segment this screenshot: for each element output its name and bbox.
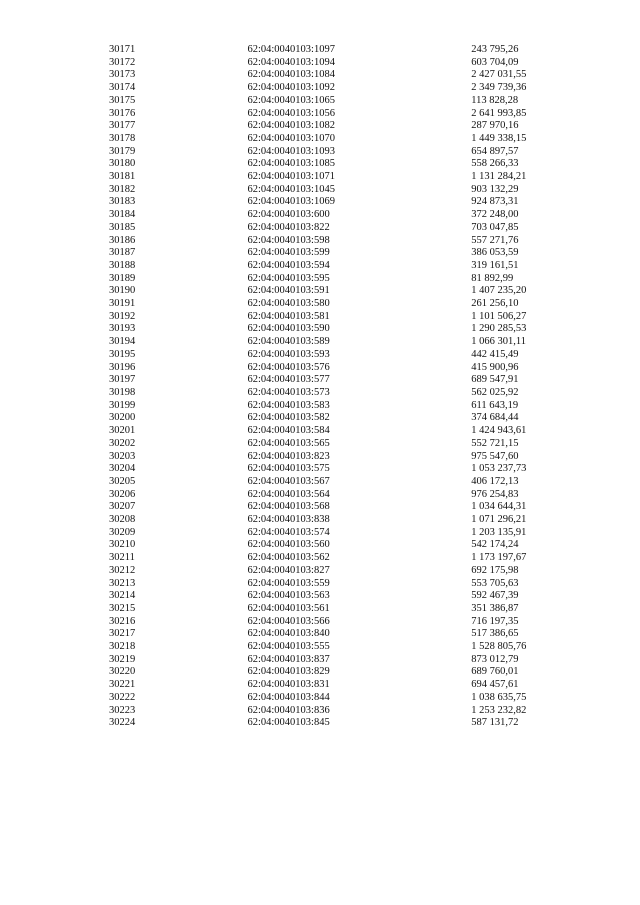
cadastral-value-cell: 1 407 235,20 xyxy=(471,285,527,297)
cadastral-value-cell: 442 415,49 xyxy=(471,348,519,360)
row-number-cell: 30207 xyxy=(109,501,136,513)
table-row xyxy=(0,666,640,679)
row-number-cell: 30224 xyxy=(109,717,136,729)
table-row xyxy=(0,692,640,705)
cadastral-value-cell: 1 034 644,31 xyxy=(471,501,527,513)
cadastral-value-cell: 351 386,87 xyxy=(471,602,519,614)
cadastral-value-cell: 517 386,65 xyxy=(471,628,519,640)
row-number-cell: 30181 xyxy=(109,171,136,183)
row-number-cell: 30174 xyxy=(109,82,136,94)
cadastral-value-cell: 694 457,61 xyxy=(471,679,519,691)
table-row xyxy=(0,69,640,82)
row-number-cell: 30189 xyxy=(109,272,136,284)
table-row xyxy=(0,476,640,489)
table-row xyxy=(0,108,640,121)
cadastral-value-cell: 553 705,63 xyxy=(471,577,519,589)
cadastral-number-cell: 62:04:0040103:575 xyxy=(247,463,330,475)
row-number-cell: 30202 xyxy=(109,437,136,449)
cadastral-value-table xyxy=(0,44,640,730)
cadastral-number-cell: 62:04:0040103:584 xyxy=(247,425,330,437)
table-row xyxy=(0,57,640,70)
row-number-cell: 30215 xyxy=(109,602,136,614)
cadastral-value-cell: 1 253 232,82 xyxy=(471,704,527,716)
cadastral-number-cell: 62:04:0040103:560 xyxy=(247,539,330,551)
cadastral-number-cell: 62:04:0040103:1071 xyxy=(247,171,335,183)
table-row xyxy=(0,235,640,248)
cadastral-number-cell: 62:04:0040103:559 xyxy=(247,577,330,589)
row-number-cell: 30213 xyxy=(109,577,136,589)
cadastral-number-cell: 62:04:0040103:595 xyxy=(247,272,330,284)
cadastral-number-cell: 62:04:0040103:593 xyxy=(247,348,330,360)
cadastral-value-cell: 592 467,39 xyxy=(471,590,519,602)
table-row xyxy=(0,247,640,260)
table-row xyxy=(0,705,640,718)
cadastral-number-cell: 62:04:0040103:823 xyxy=(247,450,330,462)
row-number-cell: 30185 xyxy=(109,221,136,233)
row-number-cell: 30198 xyxy=(109,386,136,398)
row-number-cell: 30219 xyxy=(109,653,136,665)
table-row xyxy=(0,146,640,159)
cadastral-value-cell: 386 053,59 xyxy=(471,247,519,259)
cadastral-number-cell: 62:04:0040103:573 xyxy=(247,386,330,398)
table-row xyxy=(0,628,640,641)
row-number-cell: 30221 xyxy=(109,679,136,691)
cadastral-value-cell: 654 897,57 xyxy=(471,145,519,157)
cadastral-number-cell: 62:04:0040103:582 xyxy=(247,412,330,424)
table-row xyxy=(0,489,640,502)
cadastral-number-cell: 62:04:0040103:1085 xyxy=(247,158,335,170)
table-row xyxy=(0,184,640,197)
cadastral-value-cell: 552 721,15 xyxy=(471,437,519,449)
row-number-cell: 30196 xyxy=(109,361,136,373)
table-row xyxy=(0,501,640,514)
cadastral-number-cell: 62:04:0040103:594 xyxy=(247,259,330,271)
row-number-cell: 30176 xyxy=(109,107,136,119)
cadastral-number-cell: 62:04:0040103:1070 xyxy=(247,132,335,144)
table-row xyxy=(0,539,640,552)
table-row xyxy=(0,400,640,413)
table-row xyxy=(0,82,640,95)
cadastral-value-cell: 542 174,24 xyxy=(471,539,519,551)
cadastral-value-cell: 243 795,26 xyxy=(471,44,519,55)
row-number-cell: 30179 xyxy=(109,145,136,157)
row-number-cell: 30175 xyxy=(109,94,136,106)
cadastral-number-cell: 62:04:0040103:577 xyxy=(247,374,330,386)
row-number-cell: 30216 xyxy=(109,615,136,627)
table-row xyxy=(0,133,640,146)
cadastral-number-cell: 62:04:0040103:838 xyxy=(247,514,330,526)
cadastral-value-cell: 319 161,51 xyxy=(471,259,519,271)
cadastral-value-cell: 903 132,29 xyxy=(471,183,519,195)
cadastral-value-cell: 1 424 943,61 xyxy=(471,425,527,437)
table-row xyxy=(0,603,640,616)
cadastral-value-cell: 1 101 506,27 xyxy=(471,310,527,322)
cadastral-number-cell: 62:04:0040103:591 xyxy=(247,285,330,297)
cadastral-number-cell: 62:04:0040103:566 xyxy=(247,615,330,627)
table-row xyxy=(0,273,640,286)
cadastral-number-cell: 62:04:0040103:576 xyxy=(247,361,330,373)
table-row xyxy=(0,285,640,298)
table-row xyxy=(0,387,640,400)
cadastral-value-cell: 372 248,00 xyxy=(471,209,519,221)
cadastral-number-cell: 62:04:0040103:561 xyxy=(247,602,330,614)
row-number-cell: 30173 xyxy=(109,69,136,81)
cadastral-number-cell: 62:04:0040103:600 xyxy=(247,209,330,221)
cadastral-number-cell: 62:04:0040103:565 xyxy=(247,437,330,449)
cadastral-value-cell: 81 892,99 xyxy=(471,272,514,284)
row-number-cell: 30178 xyxy=(109,132,136,144)
cadastral-value-cell: 924 873,31 xyxy=(471,196,519,208)
cadastral-value-cell: 562 025,92 xyxy=(471,386,519,398)
cadastral-number-cell: 62:04:0040103:1092 xyxy=(247,82,335,94)
row-number-cell: 30182 xyxy=(109,183,136,195)
cadastral-value-cell: 689 547,91 xyxy=(471,374,519,386)
table-row xyxy=(0,438,640,451)
table-row xyxy=(0,590,640,603)
cadastral-number-cell: 62:04:0040103:845 xyxy=(247,717,330,729)
table-row xyxy=(0,412,640,425)
cadastral-number-cell: 62:04:0040103:1093 xyxy=(247,145,335,157)
table-row xyxy=(0,374,640,387)
cadastral-number-cell: 62:04:0040103:827 xyxy=(247,564,330,576)
cadastral-value-cell: 2 641 993,85 xyxy=(471,107,527,119)
row-number-cell: 30187 xyxy=(109,247,136,259)
cadastral-value-cell: 1 071 296,21 xyxy=(471,514,527,526)
table-body xyxy=(0,44,640,730)
row-number-cell: 30197 xyxy=(109,374,136,386)
cadastral-value-cell: 557 271,76 xyxy=(471,234,519,246)
cadastral-value-cell: 1 528 805,76 xyxy=(471,641,527,653)
row-number-cell: 30188 xyxy=(109,259,136,271)
cadastral-number-cell: 62:04:0040103:1097 xyxy=(247,44,335,55)
cadastral-value-cell: 2 349 739,36 xyxy=(471,82,527,94)
row-number-cell: 30195 xyxy=(109,348,136,360)
row-number-cell: 30191 xyxy=(109,298,136,310)
table-row xyxy=(0,552,640,565)
table-row xyxy=(0,641,640,654)
row-number-cell: 30205 xyxy=(109,475,136,487)
row-number-cell: 30220 xyxy=(109,666,136,678)
table-row xyxy=(0,514,640,527)
row-number-cell: 30218 xyxy=(109,641,136,653)
cadastral-value-cell: 1 203 135,91 xyxy=(471,526,527,538)
table-row xyxy=(0,120,640,133)
cadastral-value-cell: 406 172,13 xyxy=(471,475,519,487)
cadastral-number-cell: 62:04:0040103:562 xyxy=(247,552,330,564)
cadastral-number-cell: 62:04:0040103:580 xyxy=(247,298,330,310)
cadastral-value-cell: 716 197,35 xyxy=(471,615,519,627)
cadastral-value-cell: 2 427 031,55 xyxy=(471,69,527,81)
row-number-cell: 30206 xyxy=(109,488,136,500)
cadastral-value-cell: 703 047,85 xyxy=(471,221,519,233)
row-number-cell: 30211 xyxy=(109,552,135,564)
cadastral-value-cell: 1 066 301,11 xyxy=(471,336,527,348)
cadastral-number-cell: 62:04:0040103:822 xyxy=(247,221,330,233)
row-number-cell: 30194 xyxy=(109,336,136,348)
cadastral-value-cell: 415 900,96 xyxy=(471,361,519,373)
cadastral-value-cell: 113 828,28 xyxy=(471,94,519,106)
row-number-cell: 30204 xyxy=(109,463,136,475)
cadastral-number-cell: 62:04:0040103:583 xyxy=(247,399,330,411)
cadastral-value-cell: 873 012,79 xyxy=(471,653,519,665)
cadastral-value-cell: 558 266,33 xyxy=(471,158,519,170)
cadastral-value-cell: 975 547,60 xyxy=(471,450,519,462)
cadastral-value-cell: 287 970,16 xyxy=(471,120,519,132)
cadastral-number-cell: 62:04:0040103:598 xyxy=(247,234,330,246)
row-number-cell: 30186 xyxy=(109,234,136,246)
cadastral-number-cell: 62:04:0040103:829 xyxy=(247,666,330,678)
table-row xyxy=(0,425,640,438)
table-row xyxy=(0,349,640,362)
cadastral-number-cell: 62:04:0040103:590 xyxy=(247,323,330,335)
row-number-cell: 30201 xyxy=(109,425,136,437)
row-number-cell: 30193 xyxy=(109,323,136,335)
cadastral-value-cell: 1 038 635,75 xyxy=(471,691,527,703)
table-row xyxy=(0,311,640,324)
cadastral-value-cell: 1 290 285,53 xyxy=(471,323,527,335)
table-row xyxy=(0,616,640,629)
cadastral-value-cell: 587 131,72 xyxy=(471,717,519,729)
row-number-cell: 30180 xyxy=(109,158,136,170)
table-row xyxy=(0,565,640,578)
table-row xyxy=(0,578,640,591)
table-row xyxy=(0,44,640,57)
table-row xyxy=(0,260,640,273)
cadastral-number-cell: 62:04:0040103:563 xyxy=(247,590,330,602)
cadastral-number-cell: 62:04:0040103:1056 xyxy=(247,107,335,119)
table-row xyxy=(0,451,640,464)
row-number-cell: 30200 xyxy=(109,412,136,424)
row-number-cell: 30212 xyxy=(109,564,136,576)
row-number-cell: 30203 xyxy=(109,450,136,462)
cadastral-number-cell: 62:04:0040103:567 xyxy=(247,475,330,487)
row-number-cell: 30222 xyxy=(109,691,136,703)
cadastral-number-cell: 62:04:0040103:574 xyxy=(247,526,330,538)
table-row xyxy=(0,654,640,667)
cadastral-number-cell: 62:04:0040103:581 xyxy=(247,310,330,322)
row-number-cell: 30214 xyxy=(109,590,136,602)
row-number-cell: 30210 xyxy=(109,539,136,551)
cadastral-value-cell: 374 684,44 xyxy=(471,412,519,424)
row-number-cell: 30183 xyxy=(109,196,136,208)
table-row xyxy=(0,527,640,540)
row-number-cell: 30209 xyxy=(109,526,136,538)
row-number-cell: 30184 xyxy=(109,209,136,221)
cadastral-value-cell: 1 173 197,67 xyxy=(471,552,527,564)
cadastral-value-cell: 261 256,10 xyxy=(471,298,519,310)
cadastral-number-cell: 62:04:0040103:599 xyxy=(247,247,330,259)
cadastral-number-cell: 62:04:0040103:1094 xyxy=(247,56,335,68)
row-number-cell: 30177 xyxy=(109,120,136,132)
cadastral-value-cell: 603 704,09 xyxy=(471,56,519,68)
cadastral-number-cell: 62:04:0040103:831 xyxy=(247,679,330,691)
row-number-cell: 30190 xyxy=(109,285,136,297)
cadastral-value-cell: 976 254,83 xyxy=(471,488,519,500)
table-row xyxy=(0,196,640,209)
cadastral-value-cell: 1 131 284,21 xyxy=(471,171,527,183)
row-number-cell: 30208 xyxy=(109,514,136,526)
cadastral-number-cell: 62:04:0040103:836 xyxy=(247,704,330,716)
row-number-cell: 30199 xyxy=(109,399,136,411)
cadastral-number-cell: 62:04:0040103:840 xyxy=(247,628,330,640)
table-row xyxy=(0,298,640,311)
cadastral-number-cell: 62:04:0040103:568 xyxy=(247,501,330,513)
table-row xyxy=(0,463,640,476)
cadastral-value-cell: 692 175,98 xyxy=(471,564,519,576)
cadastral-number-cell: 62:04:0040103:1045 xyxy=(247,183,335,195)
table-row xyxy=(0,336,640,349)
row-number-cell: 30171 xyxy=(109,44,136,55)
table-row xyxy=(0,362,640,375)
table-row xyxy=(0,158,640,171)
cadastral-number-cell: 62:04:0040103:564 xyxy=(247,488,330,500)
row-number-cell: 30172 xyxy=(109,56,136,68)
cadastral-number-cell: 62:04:0040103:1082 xyxy=(247,120,335,132)
cadastral-value-cell: 611 643,19 xyxy=(471,399,519,411)
row-number-cell: 30192 xyxy=(109,310,136,322)
cadastral-value-cell: 689 760,01 xyxy=(471,666,519,678)
table-row xyxy=(0,95,640,108)
cadastral-value-cell: 1 449 338,15 xyxy=(471,132,527,144)
table-row xyxy=(0,679,640,692)
cadastral-number-cell: 62:04:0040103:1065 xyxy=(247,94,335,106)
table-row xyxy=(0,209,640,222)
row-number-cell: 30217 xyxy=(109,628,136,640)
cadastral-value-cell: 1 053 237,73 xyxy=(471,463,527,475)
cadastral-number-cell: 62:04:0040103:1084 xyxy=(247,69,335,81)
cadastral-number-cell: 62:04:0040103:844 xyxy=(247,691,330,703)
table-row xyxy=(0,323,640,336)
row-number-cell: 30223 xyxy=(109,704,136,716)
cadastral-number-cell: 62:04:0040103:555 xyxy=(247,641,330,653)
cadastral-number-cell: 62:04:0040103:1069 xyxy=(247,196,335,208)
table-row xyxy=(0,171,640,184)
cadastral-number-cell: 62:04:0040103:837 xyxy=(247,653,330,665)
table-row xyxy=(0,222,640,235)
cadastral-number-cell: 62:04:0040103:589 xyxy=(247,336,330,348)
table-row xyxy=(0,717,640,730)
